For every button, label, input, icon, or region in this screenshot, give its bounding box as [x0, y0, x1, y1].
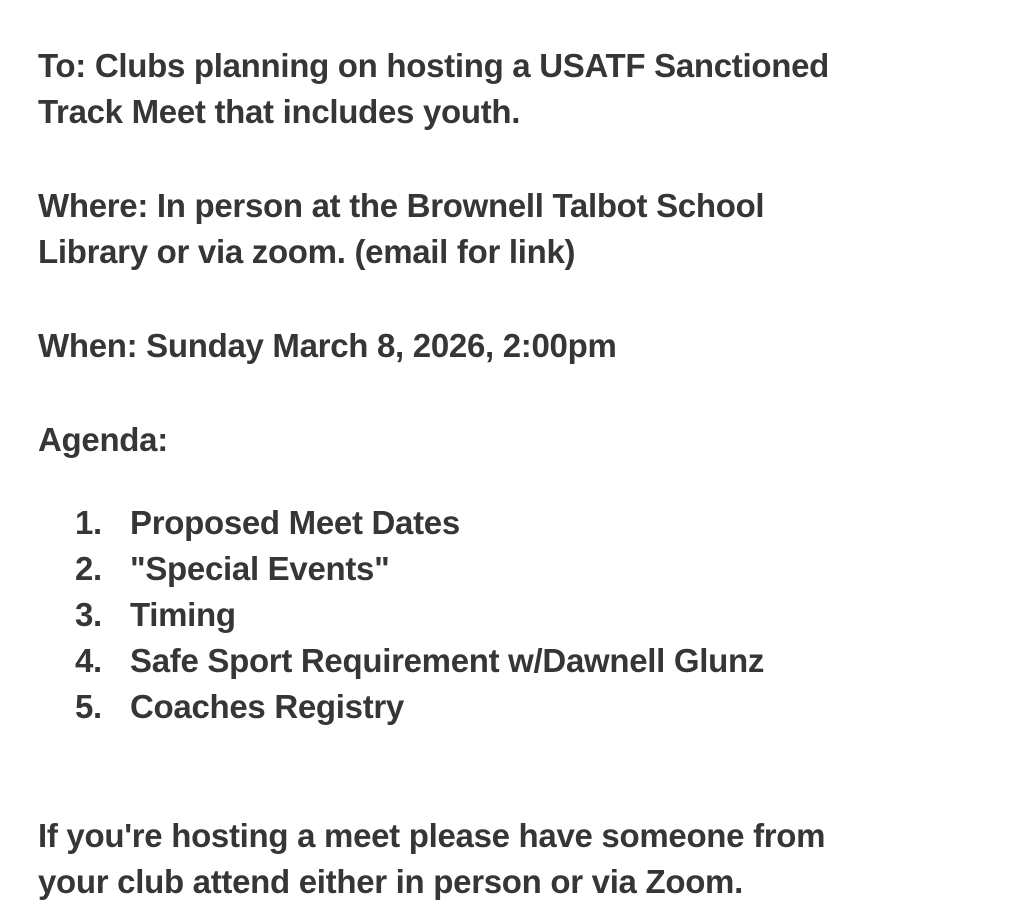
- agenda-item-1: [75, 500, 994, 546]
- agenda-item-5-label: Coaches Registry: [130, 688, 404, 725]
- agenda-item-2: [75, 546, 994, 592]
- agenda-heading-label: Agenda:: [38, 421, 168, 458]
- agenda-list: [38, 500, 994, 730]
- location-line-1: Where: In person at the Brownell Talbot School: [38, 187, 765, 224]
- agenda-item-3: [75, 592, 994, 638]
- agenda-item-1-label: Proposed Meet Dates: [130, 504, 460, 541]
- datetime-paragraph: [38, 323, 994, 369]
- agenda-item-5-number: 5.: [75, 688, 102, 725]
- agenda-item-3-number: 3.: [75, 596, 102, 633]
- agenda-item-2-number: 2.: [75, 550, 102, 587]
- recipient-line-1: To: Clubs planning on hosting a USATF Sanctioned: [38, 47, 829, 84]
- agenda-item-4-number: 4.: [75, 642, 102, 679]
- closing-paragraph: [38, 813, 994, 905]
- location-paragraph: [38, 183, 994, 275]
- agenda-item-5: [75, 684, 994, 730]
- agenda-item-4-label: Safe Sport Requirement w/Dawnell Glunz: [130, 642, 765, 679]
- location-line-2: Library or via zoom. (email for link): [38, 233, 576, 270]
- datetime-line: When: Sunday March 8, 2026, 2:00pm: [38, 327, 617, 364]
- recipient-paragraph: [38, 43, 994, 135]
- closing-line-2: your club attend either in person or via Zoom.: [38, 863, 743, 900]
- agenda-item-2-label: "Special Events": [130, 550, 390, 587]
- agenda-item-1-number: 1.: [75, 504, 102, 541]
- agenda-item-4: [75, 638, 994, 684]
- agenda-item-3-label: Timing: [130, 596, 236, 633]
- recipient-line-2: Track Meet that includes youth.: [38, 93, 521, 130]
- closing-line-1: If you're hosting a meet please have someone from: [38, 817, 826, 854]
- agenda-heading: [38, 417, 994, 463]
